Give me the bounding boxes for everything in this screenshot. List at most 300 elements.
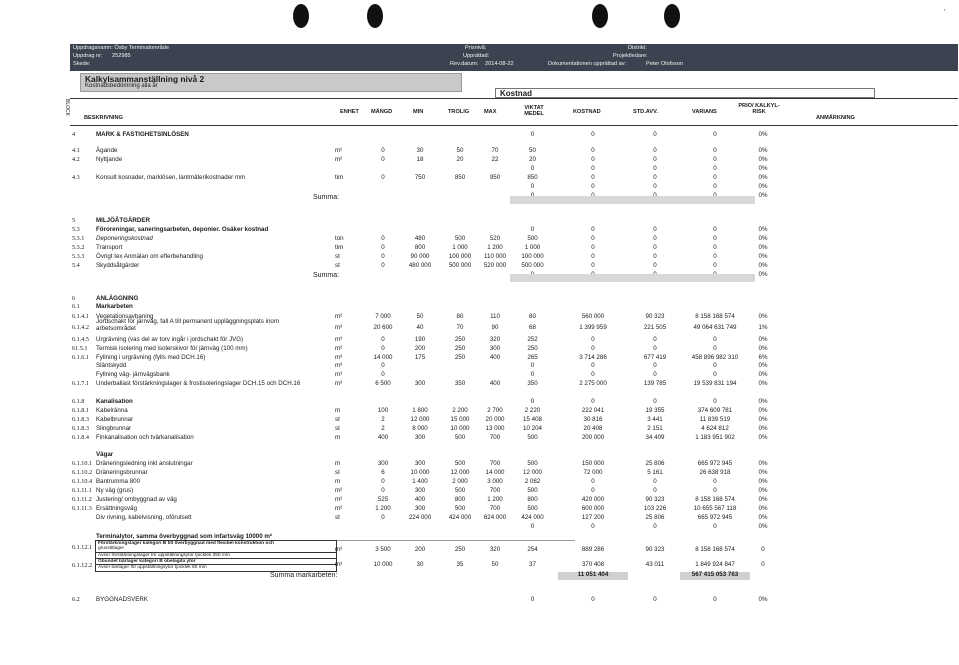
table-row (70, 261, 958, 270)
row-kostnad: 150 000 (581, 460, 605, 467)
row-enhet: tim (335, 244, 344, 251)
row-varians: 8 158 168 574 (695, 313, 735, 320)
row-no: 6.1.8.3 (72, 416, 90, 423)
table-row (70, 477, 958, 486)
row-kostnad: 30 816 (583, 416, 603, 423)
row-std: 0 (653, 345, 657, 352)
table-row (70, 459, 958, 468)
col-beskrivning: BESKRIVNING (84, 115, 123, 121)
row-enhet: st (335, 262, 340, 269)
row-kostnad: 0 (591, 596, 595, 603)
info-bar (70, 44, 958, 71)
row-varians: 11 839 519 (699, 416, 731, 423)
row-desc: BYGGNADSVERK (96, 596, 148, 603)
uppdrag-nr-value: 252985 (112, 53, 131, 59)
row-viktat: 0 (530, 596, 535, 603)
row-prio: 0% (758, 514, 768, 521)
row-no: 5.4 (72, 262, 80, 269)
row-prio: 0% (758, 165, 768, 172)
summa-label-5: Summa: (313, 272, 340, 279)
row-std: 5 161 (647, 469, 663, 476)
table-row (70, 370, 958, 379)
row-min: 30 (416, 147, 424, 154)
row-trolig: 424 000 (448, 514, 472, 521)
dokumentation-label: Dokumentationen upprättad av: (548, 61, 627, 67)
col-std: STD.AVV. (633, 109, 658, 115)
row-no: 4.1 (72, 147, 80, 154)
row-desc: Kabelbrunnar (96, 416, 134, 423)
row-kostnad: 0 (591, 235, 595, 242)
row-max: 700 (489, 505, 501, 512)
note-no: 6.1.12.2 (72, 562, 93, 569)
row-max: 1 200 (487, 244, 503, 251)
row-no: 5.3.3 (72, 253, 85, 260)
col-varians: VARIANS (692, 109, 717, 115)
row-max: 1 200 (487, 496, 503, 503)
row-enhet: m³ (335, 371, 343, 378)
row-no: 6.1.8 (72, 398, 85, 405)
row-mangd: 0 (381, 156, 385, 163)
upprattad-label: Upprättad: (463, 53, 490, 59)
row-max: 520 000 (483, 262, 507, 269)
row-std: 0 (653, 336, 657, 343)
row-viktat: 2 220 (524, 407, 541, 414)
row-mangd: 0 (381, 487, 385, 494)
row-no: 6.1.10.4 (72, 478, 93, 485)
row-kostnad: 889 286 (581, 546, 605, 553)
row-kostnad: 0 (591, 398, 595, 405)
row-varians: 0 (713, 165, 717, 172)
note-line: gruvsittlager (98, 546, 125, 552)
row-trolig: 350 (454, 380, 466, 387)
row-min: 300 (414, 434, 426, 441)
row-max: 700 (489, 434, 501, 441)
row-std: 25 806 (645, 460, 665, 467)
row-desc: Skyddsåtgärder (96, 262, 140, 269)
row-varians: 0 (713, 345, 717, 352)
row-viktat: 500 (527, 235, 538, 242)
row-prio: 0% (758, 156, 768, 163)
row-min: 40 (416, 324, 424, 331)
note-no: 6.1.12.1 (72, 544, 93, 551)
row-prio: 0% (758, 407, 768, 414)
row-desc: Vegetationsavbaning (96, 313, 154, 320)
row-no: 6.1.11.2 (72, 496, 92, 503)
row-prio: 0% (758, 380, 768, 387)
row-kostnad: 0 (591, 362, 595, 369)
row-trolig: 20 (456, 156, 464, 163)
row-enhet: m³ (335, 380, 343, 387)
revdatum-label: Rev.datum: (450, 61, 479, 67)
row-prio: 0% (758, 487, 768, 494)
table-row (70, 486, 958, 495)
row-trolig: 10 000 (450, 425, 470, 432)
row-varians: 0 (713, 362, 717, 369)
row-std: 3 441 (647, 416, 663, 423)
row-enhet: m (335, 478, 341, 485)
row-varians: 0 (713, 371, 717, 378)
row-enhet: m² (335, 156, 343, 163)
row-kostnad: 0 (591, 131, 595, 138)
row-no: 6.1.8.3 (72, 425, 90, 432)
row-min: 300 (414, 380, 426, 387)
table-row (70, 216, 958, 225)
row-varians: 0 (713, 156, 717, 163)
row-varians: 0 (713, 478, 717, 485)
row-trolig: 15 000 (450, 416, 470, 423)
row-mangd: 0 (381, 336, 385, 343)
col-prio: PRIO/ KALKYL-RISK (738, 103, 780, 115)
row-trolig: 500 (454, 460, 466, 467)
row-min: 30 (416, 561, 424, 568)
row-max: 22 (491, 156, 499, 163)
row-varians: 0 (713, 262, 717, 269)
row-viktat: 850 (527, 174, 538, 181)
row-viktat: 800 (527, 496, 538, 503)
table-row-byggnadsverk (70, 595, 958, 604)
table-row (70, 450, 958, 459)
row-max: 50 (491, 561, 499, 568)
row-max: 624 000 (483, 514, 507, 521)
col-viktat: VIKTAT MEDEL (524, 105, 544, 117)
row-mangd: 400 (377, 434, 389, 441)
row-mangd: 3 500 (375, 546, 391, 553)
dokumentation-value: Peter Olofsson (646, 61, 683, 67)
table-row (70, 379, 958, 388)
row-prio: 0% (758, 469, 768, 476)
row-max: 3 000 (487, 478, 503, 485)
row-kostnad: 0 (591, 336, 595, 343)
block-label: BLOCK (64, 99, 70, 116)
table-row (70, 164, 958, 173)
row-varians: 0 (713, 398, 717, 405)
table-row (70, 302, 958, 311)
row-varians: 0 (713, 235, 717, 242)
row-enhet: m² (335, 487, 343, 494)
row-max: 400 (489, 380, 501, 387)
row-min: 400 (414, 496, 426, 503)
row-desc: Kabelränna (96, 407, 128, 414)
row-prio: 0% (758, 416, 768, 423)
row-min: 190 (414, 336, 426, 343)
row-desc: Terminalytor, samma överbyggnad som infartsväg 10000 m² (96, 533, 272, 540)
col-anmarkning: ANMÄRKNING (816, 115, 855, 121)
row-mangd: 7 000 (375, 313, 391, 320)
row-min: 10 000 (410, 469, 430, 476)
table-row (70, 234, 958, 243)
row-kostnad: 0 (591, 371, 595, 378)
row-trolig: 800 (454, 496, 466, 503)
row-min: 175 (414, 354, 426, 361)
col-max: MAX (484, 109, 497, 115)
row-trolig: 2 200 (452, 407, 468, 414)
row-viktat: 254 (527, 546, 538, 553)
row-enhet: st (335, 253, 340, 260)
row-mangd: 6 (381, 469, 385, 476)
table-row (70, 504, 958, 513)
uppdrag-nr-label: Uppdrag nr: (73, 53, 103, 59)
row-varians: 0 (713, 336, 717, 343)
row-trolig: 500 (454, 235, 466, 242)
row-mangd: 0 (381, 514, 385, 521)
sheet-title: Kalkylsammanställning nivå 2 (85, 74, 205, 84)
row-varians: 8 158 168 574 (695, 546, 735, 553)
row-std: 0 (653, 183, 657, 190)
row-enhet: m³ (335, 362, 343, 369)
row-kostnad: 0 (591, 174, 595, 181)
row-desc: Ersättningsväg (96, 505, 137, 512)
row-varians: 665 972 945 (697, 460, 733, 467)
projektledare-label: Projektledare: (613, 53, 648, 59)
row-max: 110 (490, 313, 500, 320)
row-viktat: 37 (529, 561, 536, 568)
row-no: 6.1.7.1 (72, 380, 90, 387)
row-no: 4 (72, 131, 76, 138)
row-std: 0 (653, 235, 657, 242)
row-viktat: 252 (527, 336, 538, 343)
row-prio: 0% (758, 398, 768, 405)
table-row (70, 335, 958, 344)
row-trolig: 850 (454, 174, 466, 181)
row-varians: 0 (713, 523, 717, 530)
row-prio: 0% (758, 371, 768, 378)
summa-band-4 (510, 196, 755, 204)
row-viktat: 0 (530, 131, 535, 138)
note-row (70, 545, 958, 554)
table-row (70, 522, 958, 531)
row-prio: 0% (758, 226, 768, 233)
row-varians: 10 655 567 118 (693, 505, 737, 512)
row-enhet: m² (335, 313, 343, 320)
row-varians: 458 896 982 310 (691, 354, 739, 361)
row-no: 6.1.4.2 (72, 324, 90, 331)
row-varians: 1 183 951 902 (695, 434, 735, 441)
row-std: 0 (653, 478, 657, 485)
row-viktat: 100 000 (521, 253, 544, 260)
table-row (70, 252, 958, 261)
row-min: 300 (414, 505, 426, 512)
row-std: 0 (653, 487, 657, 494)
row-varians: 0 (713, 147, 717, 154)
row-kostnad: 0 (591, 226, 595, 233)
row-kostnad: 0 (591, 523, 595, 530)
row-trolig: 50 (456, 147, 464, 154)
table-row (70, 406, 958, 415)
row-prio: 6% (758, 354, 768, 361)
row-prio: 0% (758, 523, 768, 530)
title-box (80, 73, 462, 92)
row-desc: Släntskydd (96, 362, 127, 369)
col-trolig: TROLIG (448, 109, 470, 115)
row-mangd: 0 (381, 262, 385, 269)
row-varians: 0 (713, 226, 717, 233)
row-prio: 0% (758, 362, 768, 369)
summa-markarbeten-kostnad: 11 051 404 (577, 571, 609, 578)
revdatum-value: 2014-08-22 (485, 61, 514, 67)
row-trolig: 12 000 (450, 469, 470, 476)
row-kostnad: 0 (591, 478, 595, 485)
col-enhet: ENHET (340, 109, 359, 115)
row-std: 0 (653, 147, 657, 154)
table-row (70, 397, 958, 406)
row-desc: Ägande (96, 147, 118, 154)
table-row (70, 318, 958, 332)
row-min: 480 (414, 235, 426, 242)
row-prio: 0% (758, 183, 768, 190)
col-kostnad: KOSTNAD (573, 109, 601, 115)
row-std: 0 (653, 226, 657, 233)
row-varians: 0 (713, 596, 717, 603)
table-row (70, 415, 958, 424)
row-enhet: m (335, 460, 341, 467)
row-trolig: 2 000 (452, 478, 468, 485)
row-varians: 1 849 924 847 (695, 561, 735, 568)
row-trolig: 500 (454, 505, 466, 512)
row-desc: Dräneringsledning inkl anslutningar (96, 460, 193, 467)
table-row (70, 130, 958, 139)
page-tick-mark: ' (944, 8, 946, 17)
row-prio: 1% (758, 324, 768, 331)
row-mangd: 100 (377, 407, 389, 414)
row-mangd: 6 500 (375, 380, 391, 387)
row-desc: MILJÖÅTGÄRDER (96, 217, 150, 224)
row-kostnad: 0 (591, 253, 595, 260)
row-kostnad: 370 408 (581, 561, 605, 568)
row-enhet: m (335, 434, 341, 441)
row-mangd: 10 000 (373, 561, 393, 568)
note-row (70, 560, 958, 569)
row-kostnad: 127 200 (581, 514, 605, 521)
row-viktat: 500 (527, 505, 538, 512)
column-header-row (70, 98, 958, 126)
row-varians: 0 (713, 244, 717, 251)
row-max: 90 (491, 324, 499, 331)
row-mangd: 2 (381, 425, 385, 432)
row-kostnad: 200 000 (581, 434, 605, 441)
row-no: 6 (72, 295, 76, 302)
row-viktat: 500 (527, 460, 538, 467)
row-kostnad: 0 (591, 156, 595, 163)
row-mangd: 0 (381, 244, 385, 251)
row-desc: Jordschakt för järnväg, fall A till permanent uppläggningsplats inom arbetsområdet (96, 318, 279, 332)
row-prio: 0% (758, 345, 768, 352)
row-prio: 0% (758, 174, 768, 181)
row-varians: 0 (713, 131, 717, 138)
punch-hole (293, 4, 309, 28)
row-viktat: 0 (530, 398, 535, 405)
row-desc: Nyttjande (96, 156, 123, 163)
row-mangd: 0 (381, 478, 385, 485)
row-kostnad: 420 000 (581, 496, 605, 503)
note-line: Avser bärlager för uppställningsytor tjocklek 80 mm (96, 564, 336, 570)
table-row (70, 146, 958, 155)
row-max: 700 (489, 487, 501, 494)
row-varians: 665 972 945 (697, 514, 733, 521)
row-kostnad: 1 399 959 (579, 324, 607, 331)
row-kostnad: 0 (591, 345, 595, 352)
row-max: 13 000 (485, 425, 505, 432)
kostnad-group-header: Kostnad (495, 88, 875, 98)
row-varians: 0 (713, 253, 717, 260)
row-enhet: st (335, 416, 340, 423)
sheet-subtitle: Kostnadsbedömning alla år (85, 83, 158, 89)
row-mangd: 0 (381, 345, 385, 352)
row-desc: Transport (96, 244, 123, 251)
row-max: 110 000 (484, 253, 506, 260)
row-prio: 0% (758, 235, 768, 242)
row-trolig: 500 (454, 487, 466, 494)
row-enhet: m² (335, 505, 343, 512)
row-varians: 0 (713, 174, 717, 181)
row-std: 0 (653, 362, 657, 369)
row-std: 0 (653, 371, 657, 378)
row-no: 5.3.1 (72, 235, 85, 242)
row-prio: 0% (758, 253, 768, 260)
row-trolig: 80 (456, 313, 464, 320)
row-no: 6.1.8.1 (72, 407, 90, 414)
table-row (70, 155, 958, 164)
row-viktat: 15 408 (523, 416, 542, 423)
row-mangd: 0 (381, 371, 385, 378)
row-varians: 0 (713, 183, 717, 190)
row-trolig: 250 (454, 354, 466, 361)
row-std: 0 (653, 398, 657, 405)
row-enhet: m² (335, 345, 343, 352)
row-enhet: m (335, 407, 341, 414)
note-line: Förstärkningslager kategori B till överbyggnad med flexibel konstruktion och (98, 541, 274, 546)
summa-markarbeten-varians: 567 415 053 763 (691, 571, 739, 578)
row-std: 0 (653, 174, 657, 181)
row-kostnad: 0 (591, 147, 595, 154)
row-max: 400 (489, 354, 501, 361)
row-prio: 0% (758, 262, 768, 269)
row-min: 750 (414, 174, 426, 181)
col-mangd: MÄNGD (371, 109, 393, 115)
row-desc: Fyllning i urgrävning (fylls med DCH.16) (96, 354, 206, 361)
row-kostnad: 0 (591, 165, 595, 172)
table-row (70, 344, 958, 353)
row-enhet: m³ (335, 336, 343, 343)
row-max: 2 700 (487, 407, 503, 414)
row-enhet: st (335, 469, 340, 476)
row-prio: 0% (758, 425, 768, 432)
row-kostnad: 2 275 000 (579, 380, 607, 387)
row-varians: 19 539 831 194 (693, 380, 737, 387)
row-prio: 0% (758, 147, 768, 154)
table-row (70, 243, 958, 252)
uppdragsnamn: Uppdragsnamn: Ösby Terminalområde (73, 45, 169, 51)
row-mangd: 525 (377, 496, 389, 503)
table-row (70, 433, 958, 442)
row-prio: 0% (758, 496, 768, 503)
row-desc: Konsult kosnader, marklösen, lantmäterikostnader mm (96, 174, 246, 181)
row-desc: Fyllning väg- järnvägsbank (96, 371, 170, 378)
row-max: 20 000 (485, 416, 505, 423)
table-row (70, 495, 958, 504)
row-min: 200 (414, 546, 426, 553)
row-desc: Kanalisation (96, 398, 133, 405)
col-min: MIN (413, 109, 424, 115)
row-mangd: 2 (381, 416, 385, 423)
row-viktat: 424 000 (521, 514, 544, 521)
row-mangd: 300 (377, 460, 389, 467)
row-viktat: 2 082 (524, 478, 541, 485)
row-std: 139 785 (643, 380, 667, 387)
row-prio: 0% (758, 596, 768, 603)
row-mangd: 1 200 (375, 505, 391, 512)
row-mangd: 0 (381, 147, 385, 154)
row-kostnad: 222 041 (581, 407, 605, 414)
